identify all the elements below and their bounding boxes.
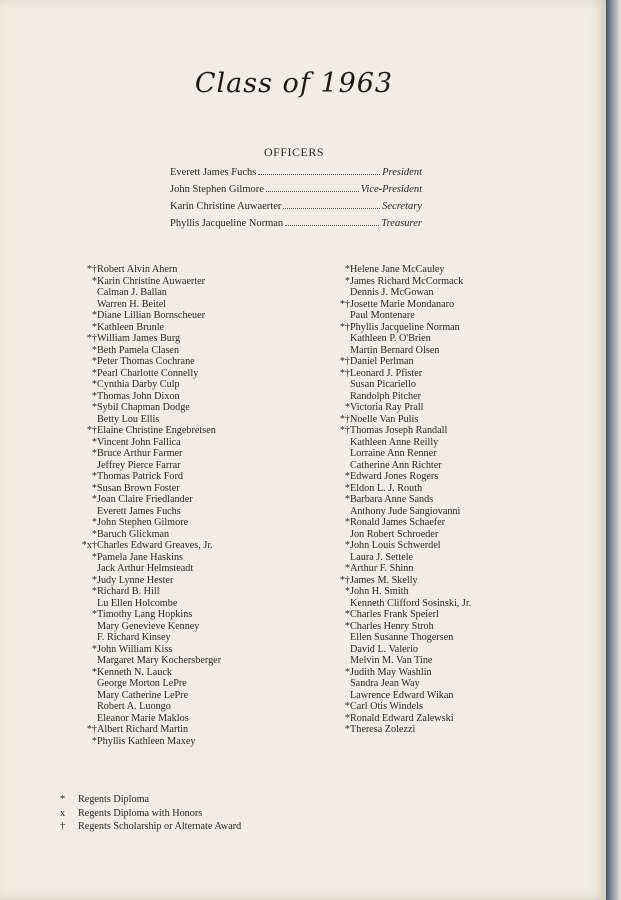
student-entry [80,655,221,667]
student-name: Sandra Jean Way [350,678,420,689]
student-entry [333,437,471,449]
award-mark: * [344,609,350,620]
legend-item [60,807,241,821]
student-name: Charles Edward Greaves, Jr. [97,540,213,551]
student-name: Daniel Perlman [350,356,414,367]
student-name: Robert A. Luongo [97,701,171,712]
award-mark: * [91,586,97,597]
award-mark: * [344,712,350,724]
student-name: Carl Otis Windels [350,701,423,712]
award-mark: * [91,735,97,747]
student-entry [333,678,471,690]
student-name: John Louis Schwerdel [350,540,441,551]
award-mark: *† [339,425,350,436]
student-name: Joan Claire Friedlander [97,494,193,505]
student-name: Judith May Washlin [350,666,432,678]
student-entry [333,391,471,403]
student-entry [80,701,221,713]
student-entry [80,678,221,690]
student-name: Kenneth Clifford Sosinski, Jr. [350,597,472,609]
student-entry [333,460,471,472]
student-entry [80,414,221,426]
award-mark: * [344,620,350,632]
student-name: William James Burg [97,333,181,344]
leader-dots [266,191,359,192]
student-entry [333,310,471,322]
award-mark: * [344,264,350,275]
student-entry [80,690,221,702]
student-entry [333,471,471,483]
student-entry [333,264,471,276]
award-mark: * [91,482,97,494]
student-entry [80,517,221,529]
student-entry [333,287,471,299]
award-mark: *x† [81,540,97,551]
student-name: Mary Genevieve Kenney [97,620,200,632]
award-mark: *† [339,574,350,586]
student-name: Anthony Jude Sangiovanni [350,505,461,517]
student-name: Betty Lou Ellis [97,413,160,425]
student-name: Everett James Fuchs [97,505,181,517]
student-name: Eleanor Marie Maklos [97,712,189,724]
award-mark: * [91,471,97,482]
student-entry [80,586,221,598]
award-mark: * [344,701,350,712]
officers-list [170,167,422,235]
award-mark: * [91,551,97,563]
student-entry [80,667,221,679]
award-mark: * [344,563,350,574]
student-name: Lorraine Ann Renner [350,448,437,459]
student-name: Cynthia Darby Culp [97,379,180,390]
student-name: Lu Ellen Holcombe [97,597,178,609]
student-name: Margaret Mary Kochersberger [97,655,222,666]
student-name: Ellen Susanne Thogersen [350,632,454,643]
award-mark: *† [86,264,97,275]
award-mark: * [344,724,350,735]
student-name: Ronald Edward Zalewski [350,712,454,724]
award-mark: * [344,275,350,287]
student-name: Laura J. Settele [350,551,414,563]
legend-symbol: x [60,807,66,819]
student-name: Theresa Zolezzi [350,724,416,735]
student-name: Charles Frank Speierl [350,609,439,620]
page-edge [606,0,621,900]
student-entry [80,609,221,621]
page-title: Class of 1963 [194,68,394,99]
student-name: F. Richard Kinsey [97,632,171,643]
student-entry [333,609,471,621]
student-entry [333,713,471,725]
student-entry [333,425,471,437]
award-mark: *† [339,298,350,310]
student-entry [333,345,471,357]
student-name: Jon Robert Schroeder [350,528,439,540]
student-entry [333,540,471,552]
student-name: George Morton LePre [97,678,187,689]
student-entry [333,575,471,587]
award-mark: *† [339,413,350,425]
award-mark: * [91,310,97,321]
student-name: Dennis J. McGowan [350,287,434,298]
student-name: Diane Lillian Bornscheuer [97,310,206,321]
student-entry [333,655,471,667]
award-mark: * [344,586,350,597]
student-entry [333,483,471,495]
student-name: Josette Marie Mondanaro [350,298,455,310]
award-mark: * [91,356,97,367]
award-mark: * [344,471,350,482]
student-list-right [333,264,471,736]
student-entry [333,368,471,380]
award-mark: *† [339,321,350,333]
officer-name: Karin Christine Auwaerter [170,201,282,212]
student-entry [333,724,471,736]
student-name: Arthur F. Shinn [350,563,414,574]
student-name: Baruch Glickman [97,528,170,540]
leader-dots [283,208,380,209]
award-mark: * [344,482,350,494]
student-entry [333,402,471,414]
student-entry [80,724,221,736]
student-entry [333,448,471,460]
student-entry [333,563,471,575]
student-name: Jack Arthur Helmsteadt [97,563,194,574]
student-entry [80,379,221,391]
legend-text: Regents Diploma [78,794,150,805]
officer-role: Vice-President [360,184,422,195]
student-name: Susan Brown Foster [97,482,180,494]
student-name: Thomas Patrick Ford [97,471,184,482]
student-name: Bruce Arthur Farmer [97,448,183,459]
award-mark: * [91,390,97,402]
student-entry [80,425,221,437]
student-entry [80,299,221,311]
student-name: John H. Smith [350,586,409,597]
officer-row [170,218,422,235]
student-entry [80,287,221,299]
officers-heading: OFFICERS [263,145,325,159]
legend-text: Regents Diploma with Honors [78,807,203,819]
award-mark: * [91,344,97,356]
award-mark: * [91,448,97,459]
student-name: Sybil Chapman Dodge [97,402,190,413]
student-name: Barbara Anne Sands [350,494,434,505]
student-name: Peter Thomas Cochrane [97,356,195,367]
student-entry [80,276,221,288]
award-mark: * [91,402,97,413]
officer-name: John Stephen Gilmore [170,184,264,195]
award-mark: *† [339,367,350,379]
officer-name: Phyllis Jacqueline Norman [170,218,284,229]
legend-symbol: * [60,794,66,805]
student-name: Kathleen Anne Reilly [350,436,439,448]
student-entry [80,540,221,552]
student-name: Melvin M. Van Tine [350,655,433,666]
legend-symbol: † [60,821,66,832]
student-name: James Richard McCormack [350,275,464,287]
student-name: Vincent John Fallica [97,436,181,448]
student-name: Phyllis Jacqueline Norman [350,321,460,333]
student-name: Thomas John Dixon [97,390,180,402]
officer-row [170,201,422,218]
student-name: Helene Jane McCauley [350,264,445,275]
student-name: Thomas Joseph Randall [350,425,448,436]
award-mark: * [91,436,97,448]
officer-row [170,167,422,184]
student-entry [80,736,221,748]
student-name: Robert Alvin Ahern [97,264,178,275]
award-mark: * [91,666,97,678]
student-name: Martin Bernard Olsen [350,344,440,356]
student-name: Pearl Charlotte Connelly [97,367,199,379]
student-entry [80,391,221,403]
student-name: Phyllis Kathleen Maxey [97,735,196,747]
student-name: David L. Valerio [350,643,418,655]
student-name: Kathleen Brunle [97,321,165,333]
award-mark: * [91,494,97,505]
student-entry [333,517,471,529]
leader-dots [285,225,379,226]
student-entry [80,575,221,587]
student-entry [333,598,471,610]
student-entry [80,368,221,380]
award-mark: * [91,609,97,620]
student-name: Mary Catherine LePre [97,689,189,701]
student-name: Edward Jones Rogers [350,471,439,482]
student-entry [80,598,221,610]
student-entry [333,552,471,564]
award-mark: * [91,643,97,655]
student-name: Victoria Ray Prall [350,402,424,413]
legend-item [60,793,241,807]
student-name: Leonard J. Pfister [350,367,423,379]
student-name: Warren H. Beitel [97,298,167,310]
student-entry [80,402,221,414]
award-mark: *† [86,724,97,735]
award-mark: *† [339,356,350,367]
student-entry [80,264,221,276]
student-entry [80,471,221,483]
award-mark: * [91,574,97,586]
student-entry [80,345,221,357]
student-entry [333,414,471,426]
student-name: John William Kiss [97,643,173,655]
student-entry [80,437,221,449]
student-name: Jeffrey Pierce Farrar [97,459,181,471]
officer-role: Treasurer [381,218,422,229]
student-entry [333,356,471,368]
student-entry [80,494,221,506]
student-name: Kenneth N. Lauck [97,666,172,678]
student-name: Judy Lynne Hester [97,574,174,586]
legend [60,793,241,834]
student-entry [333,529,471,541]
award-mark: * [91,517,97,528]
student-name: Pamela Jane Haskins [97,551,184,563]
student-entry [80,356,221,368]
leader-dots [258,174,380,175]
award-mark: * [344,540,350,551]
officer-role: Secretary [382,201,422,212]
student-entry [333,333,471,345]
student-name: Eldon L. J. Routh [350,482,423,494]
student-entry [80,644,221,656]
student-name: Lawrence Edward Wikan [350,689,454,701]
student-entry [333,632,471,644]
legend-item [60,820,241,834]
legend-text: Regents Scholarship or Alternate Award [78,821,242,832]
student-name: Randolph Pitcher [350,390,422,402]
officer-row [170,184,422,201]
student-name: Ronald James Schaefer [350,517,446,528]
award-mark: * [344,666,350,678]
student-entry [333,586,471,598]
student-entry [80,483,221,495]
award-mark: * [91,321,97,333]
student-name: Timothy Lang Hopkins [97,609,193,620]
student-entry [333,322,471,334]
student-entry [80,529,221,541]
award-mark: * [91,367,97,379]
student-entry [333,506,471,518]
student-entry [80,322,221,334]
student-list-left [80,264,221,747]
student-entry [333,701,471,713]
student-entry [333,276,471,288]
student-entry [333,621,471,633]
student-name: Elaine Christine Engebretsen [97,425,216,436]
award-mark: * [91,275,97,287]
student-entry [80,632,221,644]
student-name: James M. Skelly [350,574,418,586]
officer-role: President [382,167,422,178]
award-mark: * [344,402,350,413]
student-entry [80,621,221,633]
student-name: Kathleen P. O'Brien [350,333,431,344]
award-mark: *† [86,425,97,436]
award-mark: * [344,494,350,505]
student-name: Susan Picariello [350,379,416,390]
student-entry [333,494,471,506]
award-mark: * [344,517,350,528]
student-name: Calman J. Ballan [97,287,167,298]
student-name: Paul Montenare [350,310,415,321]
student-entry [333,299,471,311]
student-name: Karin Christine Auwaerter [97,275,206,287]
student-entry [80,460,221,472]
student-entry [80,310,221,322]
student-entry [80,506,221,518]
student-entry [333,379,471,391]
officer-name: Everett James Fuchs [170,167,257,178]
student-name: Catherine Ann Richter [350,459,442,471]
student-entry [80,713,221,725]
student-name: Noelle Van Pulis [350,413,419,425]
award-mark: * [91,379,97,390]
student-entry [80,563,221,575]
student-name: Charles Henry Stroh [350,620,434,632]
student-name: Richard B. Hill [97,586,160,597]
student-entry [333,690,471,702]
student-name: Albert Richard Martin [97,724,189,735]
student-name: John Stephen Gilmore [97,517,189,528]
student-entry [333,667,471,679]
student-entry [333,644,471,656]
student-entry [80,448,221,460]
award-mark: * [91,528,97,540]
student-name: Beth Pamela Clasen [97,344,180,356]
student-entry [80,333,221,345]
student-entry [80,552,221,564]
award-mark: *† [86,333,97,344]
